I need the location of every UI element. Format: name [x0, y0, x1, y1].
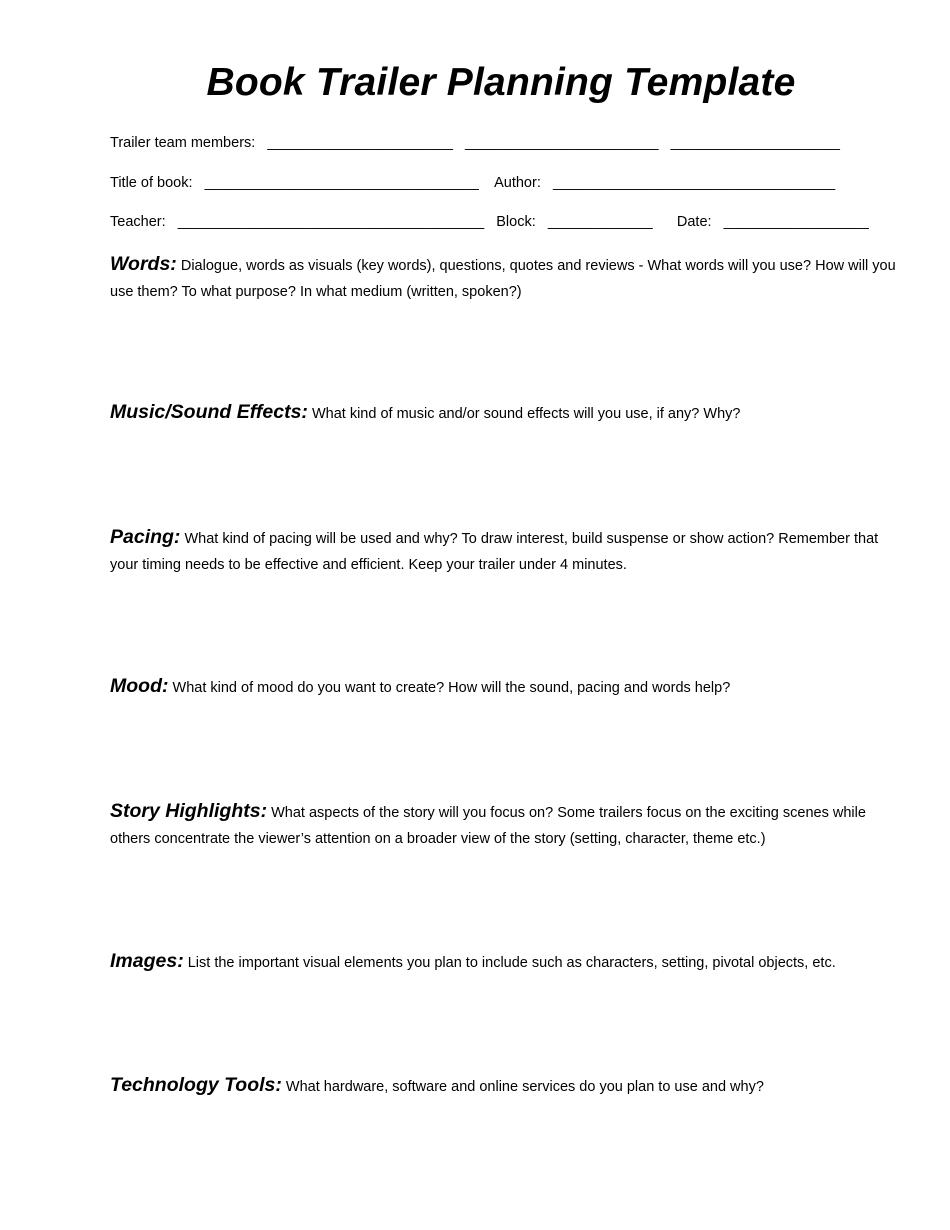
team-member-blank-1[interactable]: _______________________	[267, 135, 453, 151]
block-blank[interactable]: _____________	[547, 214, 653, 230]
pacing-heading: Pacing:	[110, 526, 181, 548]
images-section	[110, 948, 910, 976]
team-members-label: Trailer team members:	[110, 135, 256, 151]
images-heading: Images:	[110, 950, 184, 972]
teacher-blank[interactable]: ______________________________________	[177, 214, 485, 230]
technology-tools-heading: Technology Tools:	[110, 1074, 282, 1096]
page-title: Book Trailer Planning Template	[206, 61, 796, 104]
pacing-prompt: What kind of pacing will be used and why? To draw interest, build suspense or show action? Remember that your timing needs to be effective and efficient. Keep your trailer under 4 minutes.	[110, 531, 879, 573]
author-label: Author:	[494, 175, 541, 191]
block-label: Block:	[496, 214, 536, 230]
date-label: Date:	[676, 214, 712, 230]
book-title-blank[interactable]: __________________________________	[204, 175, 479, 191]
words-prompt: Dialogue, words as visuals (key words), questions, quotes and reviews - What words will you use? How will you use them? To what purpose? In what medium (written, spoken?)	[110, 258, 896, 300]
mood-heading: Mood:	[110, 675, 169, 697]
book-title-label: Title of book:	[110, 175, 193, 191]
date-blank[interactable]: __________________	[723, 214, 869, 230]
story-highlights-section	[110, 798, 910, 852]
team-member-blank-3[interactable]: _____________________	[670, 135, 840, 151]
music-section	[110, 399, 910, 427]
story-highlights-prompt: What aspects of the story will you focus on? Some trailers focus on the exciting scenes while others concentrate the viewer’s attention on a broader view of the story (setting, character, theme etc.)	[110, 805, 866, 847]
music-heading: Music/Sound Effects:	[110, 401, 308, 423]
words-heading: Words:	[110, 253, 177, 275]
images-prompt: List the important visual elements you plan to include such as characters, setting, pivotal objects, etc.	[187, 955, 836, 971]
pacing-section	[110, 524, 910, 578]
technology-tools-section	[110, 1072, 910, 1100]
words-section	[110, 251, 910, 305]
author-blank[interactable]: ___________________________________	[552, 175, 836, 191]
team-member-blank-2[interactable]: ________________________	[464, 135, 659, 151]
music-prompt: What kind of music and/or sound effects will you use, if any? Why?	[311, 406, 741, 422]
technology-tools-prompt: What hardware, software and online services do you plan to use and why?	[285, 1079, 764, 1095]
mood-prompt: What kind of mood do you want to create? How will the sound, pacing and words help?	[172, 680, 731, 696]
team-members-row	[110, 133, 840, 153]
book-author-row	[110, 173, 835, 193]
story-highlights-heading: Story Highlights:	[110, 800, 268, 822]
teacher-block-date-row	[110, 212, 869, 232]
mood-section	[110, 673, 910, 701]
teacher-label: Teacher:	[110, 214, 166, 230]
